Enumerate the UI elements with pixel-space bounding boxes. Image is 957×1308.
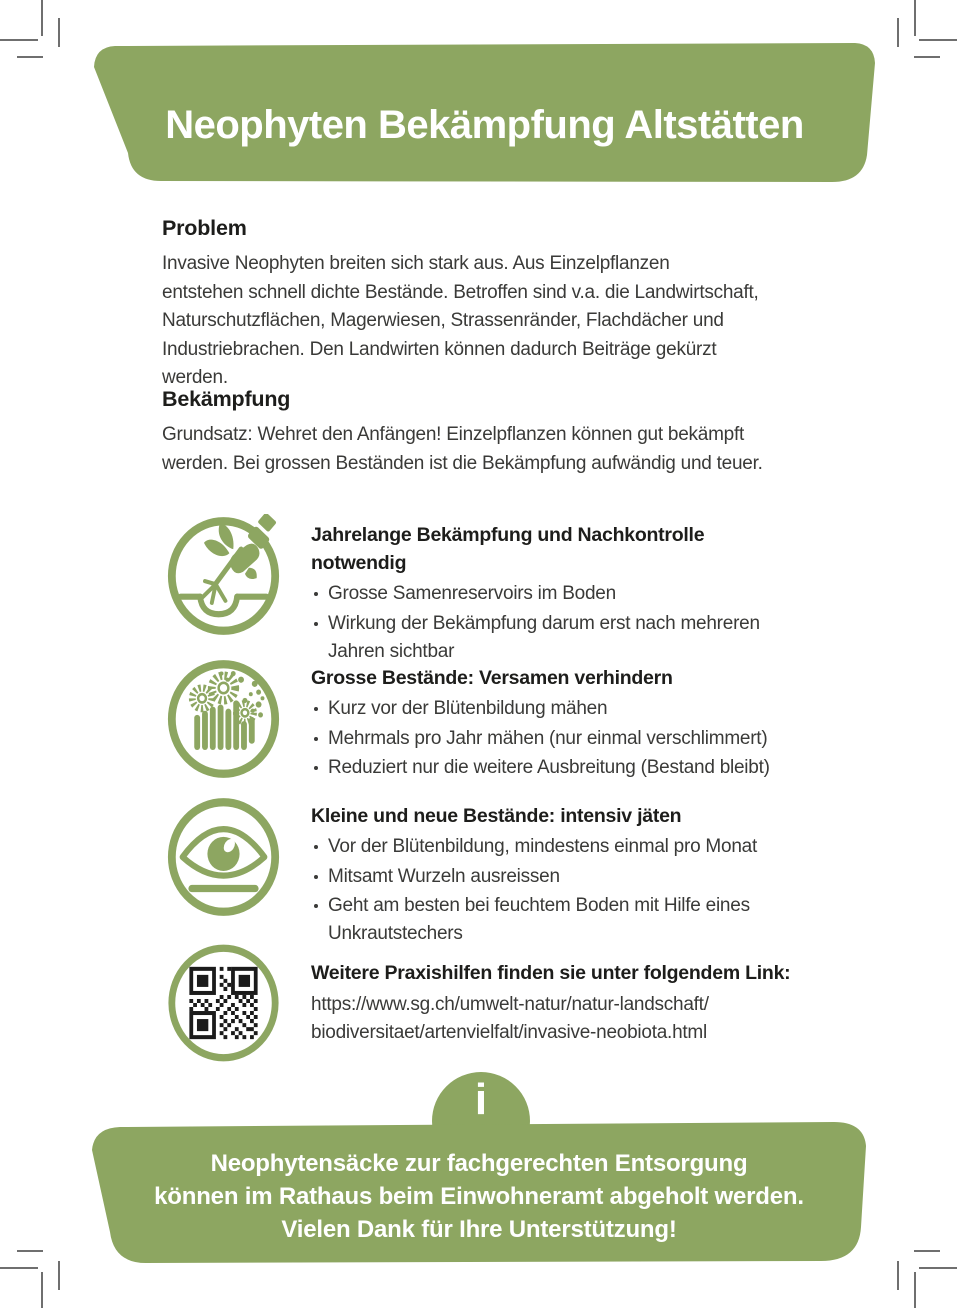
footer-text [90,1147,868,1246]
list-item [311,725,905,753]
tip-title-line: Jahrelange Bekämpfung und Nachkontrolle [311,524,705,546]
section-heading-bekaempfung: Bekämpfung [162,387,291,411]
list-item [311,833,905,861]
bullet-line: Reduziert nur die weitere Ausbreitung (Bestand bleibt) [328,757,770,778]
tip-row-nachkontrolle [165,514,905,667]
link-url-line[interactable]: biodiversitaet/artenvielfalt/invasive-neobiota.html [311,1021,707,1043]
crop-mark-top-left [0,0,70,70]
bullet-line: Wirkung der Bekämpfung darum erst nach mehreren [328,612,760,634]
bullet-text [328,754,770,782]
paragraph-line: werden. [162,367,228,389]
crop-mark-top-right [887,0,957,70]
paragraph-line: Industriebrachen. Den Landwirten können dadurch Beiträge gekürzt [162,338,717,360]
header-banner [93,43,876,183]
list-item [311,754,905,782]
section-problem-paragraph [162,250,832,393]
page-title: Neophyten Bekämpfung Altstätten [165,103,804,147]
tip-text-block [311,514,905,666]
bullet-dot [311,833,328,861]
bullet-text [328,695,607,723]
info-icon: i [474,1075,488,1124]
bullet-dot [311,695,328,723]
hand-pulling-plant-icon [165,514,282,638]
bullet-line: Kurz vor der Blütenbildung mähen [328,698,608,719]
paragraph-line: Invasive Neophyten breiten sich stark aus. Aus Einzelpflanzen [162,253,670,274]
footer-line: Neophytensäcke zur fachgerechten Entsorgung [210,1150,748,1177]
tip-title-line: notwendig [311,552,407,574]
bullet-line: Mitsamt Wurzeln ausreissen [328,865,560,887]
link-url-line[interactable]: https://www.sg.ch/umwelt-natur/natur-landschaft/ [311,994,709,1015]
link-row [165,941,905,1046]
section-bekaempfung-paragraph [162,421,832,478]
tip-row-jaeten [165,795,905,950]
tip-text-block [311,657,905,782]
eye-icon [165,795,282,919]
link-text-block [311,941,905,1046]
crop-mark-bottom-left [0,1238,70,1308]
tip-title [311,664,905,692]
list-item [311,695,905,723]
bullet-text [328,725,767,753]
qr-code-icon [165,941,282,1065]
list-item [311,892,905,948]
paragraph-line: entstehen schnell dichte Bestände. Betroffen sind v.a. die Landwirtschaft, [162,281,759,303]
paragraph-line: Naturschutzflächen, Magerwiesen, Strassenränder, Flachdächer und [162,310,724,332]
tip-text-block [311,795,905,948]
paragraph-line: werden. Bei grossen Beständen ist die Bekämpfung aufwändig und teuer. [162,452,763,474]
footer-line: Vielen Dank für Ihre Unterstützung! [281,1216,677,1243]
list-item [311,863,905,891]
footer-line: können im Rathaus beim Einwohneramt abgeholt werden. [154,1183,804,1210]
tip-title [311,521,905,577]
section-problem [162,216,832,393]
bullet-dot [311,863,328,891]
bullet-line: Mehrmals pro Jahr mähen (nur einmal verschlimmert) [328,727,768,749]
bullet-text [328,863,560,891]
bullet-text [328,833,757,861]
tip-title-line: Grosse Bestände: Versamen verhindern [311,667,673,689]
tip-title-line: Kleine und neue Bestände: intensiv jäten [311,805,682,827]
list-item [311,580,905,608]
link-title: Weitere Praxishilfen finden sie unter folgendem Link: [311,962,791,984]
bullet-dot [311,892,328,948]
bullet-line: Unkrautstechers [328,923,463,944]
bullet-line: Geht am besten bei feuchtem Boden mit Hilfe eines [328,895,750,916]
bullet-dot [311,754,328,782]
bullet-dot [311,725,328,753]
paragraph-line: Grundsatz: Wehret den Anfängen! Einzelpflanzen können gut bekämpft [162,424,745,445]
bullet-line: Grosse Samenreservoirs im Boden [328,583,616,604]
tip-row-versamen [165,657,905,784]
crop-mark-bottom-right [887,1238,957,1308]
bullet-dot [311,580,328,608]
bullet-line: Jahren sichtbar [328,640,455,662]
section-heading-problem: Problem [162,216,247,240]
footer-banner [90,1122,868,1263]
section-bekaempfung [162,387,832,478]
bullet-text [328,892,750,948]
tip-title [311,802,905,830]
bullet-line: Vor der Blütenbildung, mindestens einmal pro Monat [328,836,757,857]
bullet-text [328,580,616,608]
flowers-seeding-icon [165,657,282,781]
